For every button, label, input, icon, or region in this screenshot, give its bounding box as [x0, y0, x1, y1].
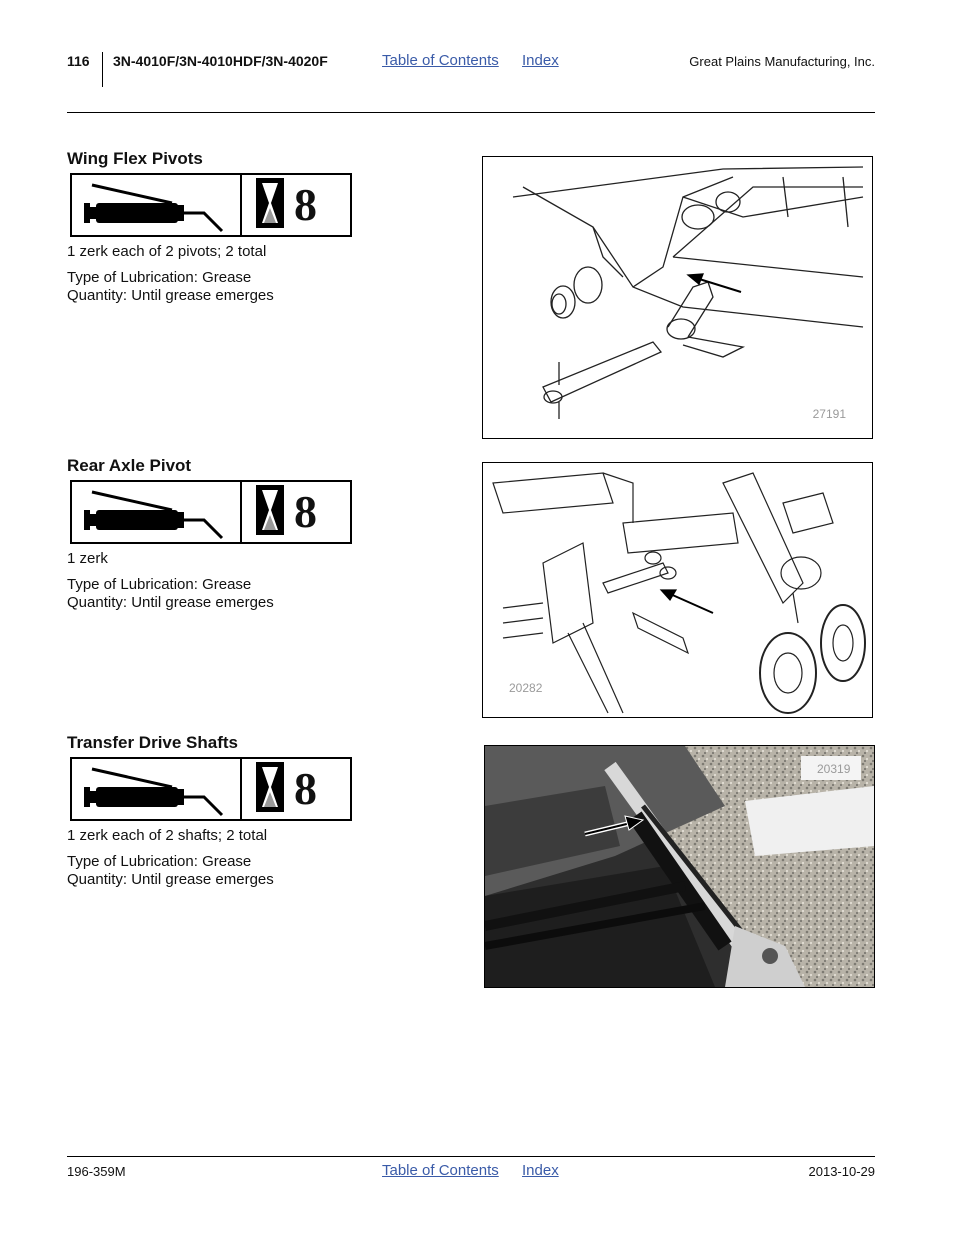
- lubrication-quantity: Quantity: Until grease emerges: [67, 287, 274, 304]
- photo-transfer-drive-shafts: [484, 745, 875, 988]
- interval-hours: 8: [294, 486, 317, 537]
- zerk-count: 1 zerk each of 2 shafts; 2 total: [67, 827, 268, 844]
- publication-date: 2013-10-29: [808, 1164, 875, 1179]
- figure-rear-axle-pivot: [482, 462, 873, 718]
- lubrication-symbol-box: [70, 480, 352, 544]
- zerk-count: 1 zerk: [67, 550, 108, 567]
- section-title: Wing Flex Pivots: [67, 149, 203, 168]
- grease-gun-icon: [72, 482, 242, 542]
- footer-index-link[interactable]: Index: [522, 1162, 559, 1179]
- interval-cell: [242, 759, 350, 819]
- lubrication-type: Type of Lubrication: Grease: [67, 576, 252, 593]
- footer-rule: [67, 1156, 875, 1157]
- grease-gun-icon: [72, 759, 242, 819]
- section-wing-flex-pivots: [67, 149, 352, 305]
- header-rule: [67, 112, 875, 113]
- header-divider: [102, 52, 103, 87]
- lubrication-quantity: Quantity: Until grease emerges: [67, 594, 274, 611]
- hourglass-icon: [256, 178, 284, 233]
- lubrication-type: Type of Lubrication: Grease: [67, 853, 252, 870]
- page-number: 116: [67, 53, 90, 69]
- interval-hours: 8: [294, 763, 317, 814]
- interval-cell: [242, 175, 350, 235]
- interval-hours: 8: [294, 179, 317, 230]
- footer-toc-link[interactable]: Table of Contents: [382, 1162, 499, 1179]
- figure-number: 27191: [812, 407, 846, 421]
- figure-number: 20319: [817, 762, 851, 776]
- figure-number: 20282: [509, 681, 543, 695]
- model-title: 3N-4010F/3N-4010HDF/3N-4020F: [113, 53, 328, 69]
- figure-wing-flex-pivot: [482, 156, 873, 439]
- hourglass-icon: [256, 762, 284, 817]
- section-transfer-drive-shafts: [67, 733, 352, 889]
- lubrication-symbol-box: [70, 173, 352, 237]
- hourglass-icon: [256, 485, 284, 540]
- company-name: Great Plains Manufacturing, Inc.: [689, 54, 875, 69]
- lubrication-symbol-box: [70, 757, 352, 821]
- lubrication-type: Type of Lubrication: Grease: [67, 269, 252, 286]
- header-index-link[interactable]: Index: [522, 52, 559, 69]
- section-rear-axle-pivot: [67, 456, 352, 612]
- lubrication-quantity: Quantity: Until grease emerges: [67, 871, 274, 888]
- zerk-count: 1 zerk each of 2 pivots; 2 total: [67, 243, 267, 260]
- section-title: Rear Axle Pivot: [67, 456, 192, 475]
- grease-gun-icon: [72, 175, 242, 235]
- header-toc-link[interactable]: Table of Contents: [382, 52, 499, 69]
- document-number: 196-359M: [67, 1164, 126, 1179]
- interval-cell: [242, 482, 350, 542]
- section-title: Transfer Drive Shafts: [67, 733, 239, 752]
